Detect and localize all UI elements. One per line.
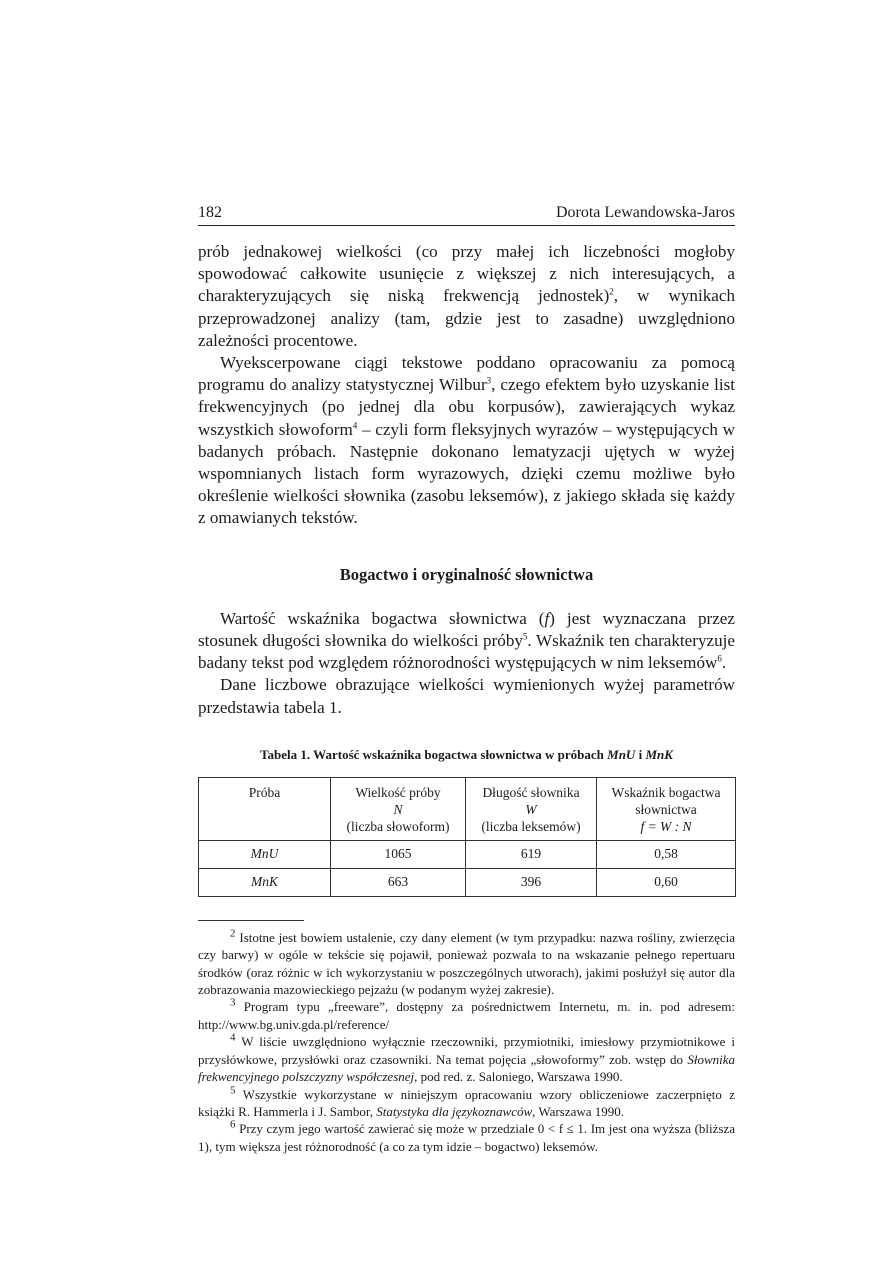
footnote-number: 4	[230, 1031, 236, 1044]
cell-f: 0,60	[597, 868, 736, 896]
header-symbol: W	[525, 801, 537, 817]
header-label: Wielkość próby	[355, 784, 441, 800]
footnote-title: Słownika frekwencyjnego polszczyzny współczesnej	[198, 1051, 735, 1085]
footnote-text: Program typu „freeware”, dostępny za pośrednictwem Internetu, m. in. pod adresem: http://www.bg.univ.gda.pl/reference/	[198, 999, 735, 1032]
footnote-ref-3[interactable]: 3	[486, 375, 492, 386]
table-header-row	[199, 777, 736, 840]
table-caption	[198, 747, 735, 763]
cell-n: 1065	[331, 840, 466, 868]
text-run: . Wskaźnik ten charakteryzuje badany tekst pod względem różnorodności występujących w nim leksemów	[198, 631, 735, 673]
text-run: , w wynikach przeprowadzonej analizy (tam, gdzie jest to zasadne) uwzględniono zależności procentowe.	[198, 286, 735, 350]
footnote-title: Statystyka dla językoznawców	[376, 1103, 533, 1119]
paragraph-1	[198, 241, 735, 352]
footnote-text: Wszystkie wykorzystane w niniejszym opracowaniu wzory obliczeniowe zaczerpnięto z książki R. Hammerla i J. Sambor,	[198, 1086, 735, 1119]
header-f	[597, 777, 736, 840]
footnote-number: 6	[230, 1119, 236, 1131]
footnote-5	[198, 1086, 735, 1121]
caption-sample-b: MnK	[645, 746, 673, 762]
footnote-text: Istotne jest bowiem ustalenie, czy dany element (w tym przypadku: nazwa rośliny, zwierzęcia czy barwy) w ogóle w tekście się pojawił, ponieważ pozwala to na wskazanie pełnego repertuaru środków (oraz różnic w ich wykorzystaniu w poszczególnych utworach), jakimi posłużył się autor dla zobrazowania mazowieckiego pejzażu (w podanym wyżej zakresie).	[198, 929, 735, 998]
header-formula: f = W : N	[640, 818, 692, 834]
text-run: – czyli form fleksyjnych wyrazów – występujących w badanych próbach. Następnie dokonano lematyzacji ujętych w wyżej wspomnianych listach form wyrazowych, dzięki czemu możliwe było określenie wielkości słownika (zasobu leksemów), z jakiego składa się każdy z omawianych tekstów.	[198, 419, 735, 528]
caption-text: i	[635, 746, 646, 762]
header-label: Długość słownika	[482, 784, 580, 800]
symbol-f: f	[544, 608, 550, 628]
header-label: Próba	[248, 784, 281, 800]
footnote-divider	[198, 920, 304, 921]
caption-text: Tabela 1. Wartość wskaźnika bogactwa słownictwa w próbach	[260, 746, 608, 762]
footnote-4	[198, 1033, 735, 1085]
footnote-ref-6[interactable]: 6	[717, 653, 722, 664]
text-run: ) jest wyznaczana przez stosunek długości słownika do wielkości próby	[198, 608, 735, 651]
paragraph-2	[198, 352, 735, 530]
cell-f: 0,58	[597, 840, 736, 868]
table-row	[199, 840, 736, 868]
footnote-ref-2[interactable]: 2	[609, 286, 614, 297]
footnote-6	[198, 1120, 735, 1155]
paragraph-3	[198, 608, 735, 675]
header-unit: (liczba leksemów)	[481, 818, 581, 834]
page-number: 182	[198, 204, 222, 221]
header-n	[331, 777, 466, 840]
text-run: Wyekscerpowane ciągi tekstowe poddano opracowaniu za pomocą programu do analizy statystycznej Wilbur	[198, 353, 735, 395]
footnote-text: , pod red. z. Saloniego, Warszawa 1990.	[414, 1069, 623, 1085]
header-w	[466, 777, 597, 840]
text-run: .	[721, 653, 727, 673]
footnote-ref-5[interactable]: 5	[522, 631, 528, 642]
footnote-number: 5	[230, 1084, 236, 1097]
running-header	[198, 204, 735, 226]
header-unit: (liczba słowoform)	[346, 818, 450, 834]
cell-proba: MnU	[199, 840, 331, 868]
page	[198, 204, 735, 1155]
caption-sample-a: MnU	[607, 746, 636, 762]
footnote-text: , Warszawa 1990.	[532, 1103, 625, 1119]
footnote-number: 3	[230, 997, 236, 1010]
footnote-text: Przy czym jego wartość zawierać się może w przedziale 0 < f ≤ 1. Im jest ona wyższa (bliższa 1), tym większa jest różnorodność (a co za tym idzie – bogactwo) leksemów.	[198, 1121, 736, 1154]
text-run: prób jednakowej wielkości (co przy małej ich liczebności mogłoby spowodować całkowite usunięcie z większej z nich interesujących, a charakteryzujących się niską frekwencją jednostek)	[198, 242, 735, 306]
cell-proba: MnK	[199, 868, 331, 896]
paragraph-4: Dane liczbowe obrazujące wielkości wymienionych wyżej parametrów przedstawia tabela 1.	[198, 675, 735, 717]
text-run: , czego efektem było uzyskanie list frekwencyjnych (po jednej dla obu korpusów), zawierających wykaz wszystkich słowoform	[198, 375, 735, 439]
table-row	[199, 868, 736, 896]
cell-w: 619	[466, 840, 597, 868]
footnote-2	[198, 929, 735, 999]
footnote-text: W liście uwzględniono wyłącznie rzeczowniki, przymiotniki, imiesłowy przymiotnikowe i przysłówkowe, przysłówki oraz czasowniki. Na temat pojęcia „słowoformy” zob. wstęp do	[198, 1034, 736, 1067]
cell-n: 663	[331, 868, 466, 896]
footnotes	[198, 929, 735, 1155]
header-label: słownictwa	[635, 801, 697, 817]
cell-w: 396	[466, 868, 597, 896]
footnote-ref-4[interactable]: 4	[352, 419, 358, 430]
header-label: Wskaźnik bogactwa	[611, 784, 721, 800]
header-proba	[199, 777, 331, 840]
header-symbol: N	[393, 801, 403, 817]
text-run: Wartość wskaźnika bogactwa słownictwa (	[220, 608, 545, 628]
main-text	[198, 241, 735, 719]
running-author: Dorota Lewandowska-Jaros	[555, 204, 735, 221]
section-heading: Bogactwo i oryginalność słownictwa	[339, 564, 594, 584]
footnote-number: 2	[230, 927, 236, 940]
footnote-3	[198, 998, 735, 1033]
data-table	[198, 777, 736, 897]
